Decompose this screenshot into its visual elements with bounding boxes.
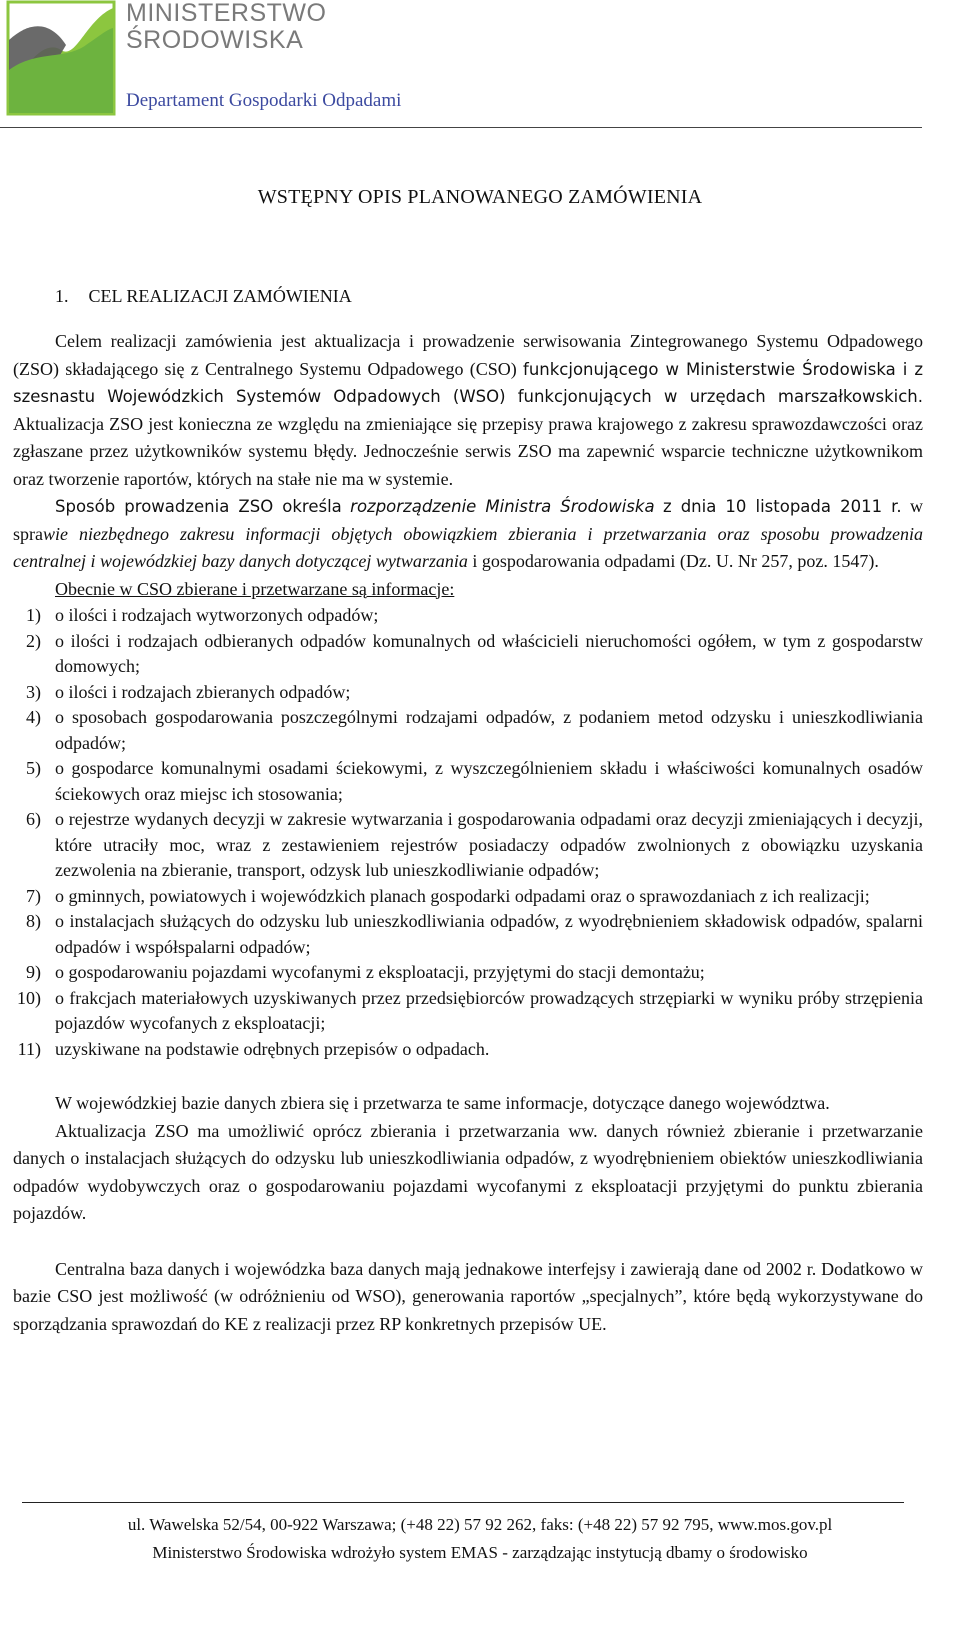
- footer-emas-note: Ministerstwo Środowiska wdrożyło system EMAS - zarządzając instytucją dbamy o środowisko: [152, 1543, 808, 1562]
- list-item: [13, 807, 923, 884]
- list-item: [13, 680, 923, 706]
- spacer: [13, 1228, 923, 1256]
- ministry-name: [126, 0, 326, 54]
- list-item-number: 5): [26, 758, 41, 778]
- list-item-text: o frakcjach materiałowych uzyskiwanych przez przedsiębiorców prowadzących strzępiarki w wyniku próby strzępienia pojazdów wycofanych z eksploatacji;: [55, 987, 923, 1033]
- list-item: [13, 884, 923, 910]
- list-item-text: o ilości i rodzajach odbieranych odpadów komunalnych od właścicieli nieruchomości ogółem, w tym z gospodarstw domowych;: [55, 630, 923, 676]
- regulation-prefix: w spra: [13, 496, 924, 544]
- regulation-name: rozporządzenie Ministra Środowiska: [350, 497, 655, 516]
- list-item-number: 11): [17, 1038, 41, 1059]
- list-item-number: 3): [26, 681, 41, 702]
- regulation-date: z dnia 10 listopada 2011 r.: [662, 497, 902, 516]
- list-item-text: o sposobach gospodarowania poszczególnymi rodzajami odpadów, z podaniem metod odzysku i unieszkodliwiania odpadów;: [55, 707, 923, 753]
- section-heading: [55, 286, 372, 307]
- list-item: [13, 960, 923, 986]
- regulation-lead: Sposób prowadzenia ZSO określa: [55, 497, 342, 516]
- list-item-text: o gospodarowaniu pojazdami wycofanymi z eksploatacji, przyjętymi do stacji demontażu;: [55, 962, 705, 982]
- footer-address: ul. Wawelska 52/54, 00-922 Warszawa; (+48 22) 57 92 262, faks: (+48 22) 57 92 795, www.mos.gov.pl: [127, 1515, 833, 1534]
- regulation-citation: i gospodarowania odpadami (Dz. U. Nr 257, poz. 1547).: [472, 551, 879, 571]
- document-body: [13, 328, 923, 1338]
- list-item-number: 6): [26, 809, 41, 829]
- paragraph-purpose: [13, 328, 923, 493]
- spacer: [13, 1062, 923, 1090]
- list-item-text: uzyskiwane na podstawie odrębnych przepisów o odpadach.: [55, 1038, 490, 1059]
- list-item-text: o rejestrze wydanych decyzji w zakresie wytwarzania i gospodarowania odpadami oraz decyzji zmieniających i decyzji, które utraciły moc, wraz z zestawieniem rejestrów posiadaczy odpadów zwolnionych z obowiązku uzyskania zezwolenia na zbieranie, transport, odzysk lub unieszkodliwianie odpadów;: [55, 809, 923, 880]
- list-item: [13, 986, 923, 1037]
- header-divider: [0, 127, 922, 128]
- section-number: 1.: [55, 286, 69, 306]
- paragraph-update: Aktualizacja ZSO ma umożliwić oprócz zbierania i przetwarzania ww. danych również zbieranie i przetwarzanie danych o instalacjach służących do odzysku lub unieszkodliwiania odpadów, z wyodrębnieniem obiektów unieszkodliwiania odpadów wydobywczych oraz o gospodarowaniu pojazdami wycofanymi z eksploatacji przyjętymi do punktu zbierania pojazdów.: [13, 1120, 923, 1223]
- regulation-title: wie niezbędnego zakresu informacji objętych obowiązkiem zbierania i przetwarzania oraz sposobu prowadzenia centralnej i wojewódzkiej bazy danych dotyczącej wytwarzania: [13, 523, 923, 571]
- list-item: [13, 909, 923, 960]
- footer-divider: [22, 1502, 904, 1503]
- list-item-text: o instalacjach służących do odzysku lub unieszkodliwiania odpadów, z wyodrębnieniem składowisk odpadów, spalarni odpadów i współspalarni odpadów;: [55, 911, 923, 957]
- paragraph-regulation: [13, 493, 923, 576]
- list-item: [13, 629, 923, 680]
- paragraph-purpose-a: Celem realizacji zamówienia jest aktualizacja i prowadzenie serwisowania Zintegrowanego Systemu Odpadowego (ZSO) składającego się z Centralnego Systemu Odpadowego (CSO): [13, 331, 923, 379]
- list-intro: Obecnie w CSO zbierane i przetwarzane są informacje:: [55, 578, 455, 599]
- section-title: CEL REALIZACJI ZAMÓWIENIA: [88, 286, 352, 306]
- ministry-name-line2: ŚRODOWISKA: [126, 26, 304, 54]
- list-item: [13, 756, 923, 807]
- letterhead: [0, 0, 960, 130]
- list-item-number: 9): [26, 962, 41, 982]
- list-item-text: o ilości i rodzajach wytworzonych odpadów;: [55, 605, 379, 625]
- ministry-logo: [6, 0, 116, 118]
- list-item-text: o gminnych, powiatowych i wojewódzkich planach gospodarki odpadami oraz o sprawozdaniach z ich realizacji;: [55, 885, 870, 906]
- paragraph-purpose-c: Aktualizacja ZSO jest konieczna ze względu na zmieniające się przepisy prawa krajowego z zakresu sprawozdawczości oraz zgłaszane przez użytkowników systemu błędy.: [13, 413, 923, 461]
- list-item-number: 2): [26, 630, 41, 651]
- paragraph-purpose-d: Jednocześnie serwis ZSO ma zapewnić wsparcie techniczne użytkownikom oraz tworzenie raportów, których na stałe nie ma w systemie.: [13, 441, 923, 489]
- list-item: [13, 1037, 923, 1063]
- ministry-name-line1: MINISTERSTWO: [126, 0, 327, 27]
- paragraph-regional-db: W wojewódzkiej bazie danych zbiera się i przetwarza te same informacje, dotyczące danego województwa.: [55, 1093, 830, 1113]
- list-item-number: 4): [26, 707, 41, 727]
- information-list: [13, 603, 923, 1062]
- list-item: [13, 603, 923, 629]
- list-item: [13, 705, 923, 756]
- paragraph-purpose-b: funkcjonującego w Ministerstwie Środowiska i z szesnastu Wojewódzkich Systemów Odpadowych (WSO) funkcjonujących w urzędach marszałkowskich.: [13, 359, 924, 406]
- list-item-text: o ilości i rodzajach zbieranych odpadów;: [55, 681, 351, 702]
- list-item-number: 10): [17, 987, 41, 1008]
- list-item-number: 8): [26, 911, 41, 931]
- list-item-text: o gospodarce komunalnymi osadami ściekowymi, z wyszczególnieniem składu i właściwości komunalnych osadów ściekowych oraz miejsc ich stosowania;: [55, 758, 923, 804]
- list-item-number: 1): [26, 605, 41, 625]
- document-title: WSTĘPNY OPIS PLANOWANEGO ZAMÓWIENIA: [257, 186, 703, 208]
- paragraph-central-db: Centralna baza danych i wojewódzka baza danych mają jednakowe interfejsy i zawierają dane od 2002 r. Dodatkowo w bazie CSO jest możliwość (w odróżnieniu od WSO), generowania raportów „specjalnych”, które będą wykorzystywane do sporządzania sprawozdań do KE z realizacji przez RP konkretnych przepisów UE.: [13, 1258, 923, 1334]
- department-name: Departament Gospodarki Odpadami: [126, 90, 402, 111]
- list-item-number: 7): [26, 885, 41, 906]
